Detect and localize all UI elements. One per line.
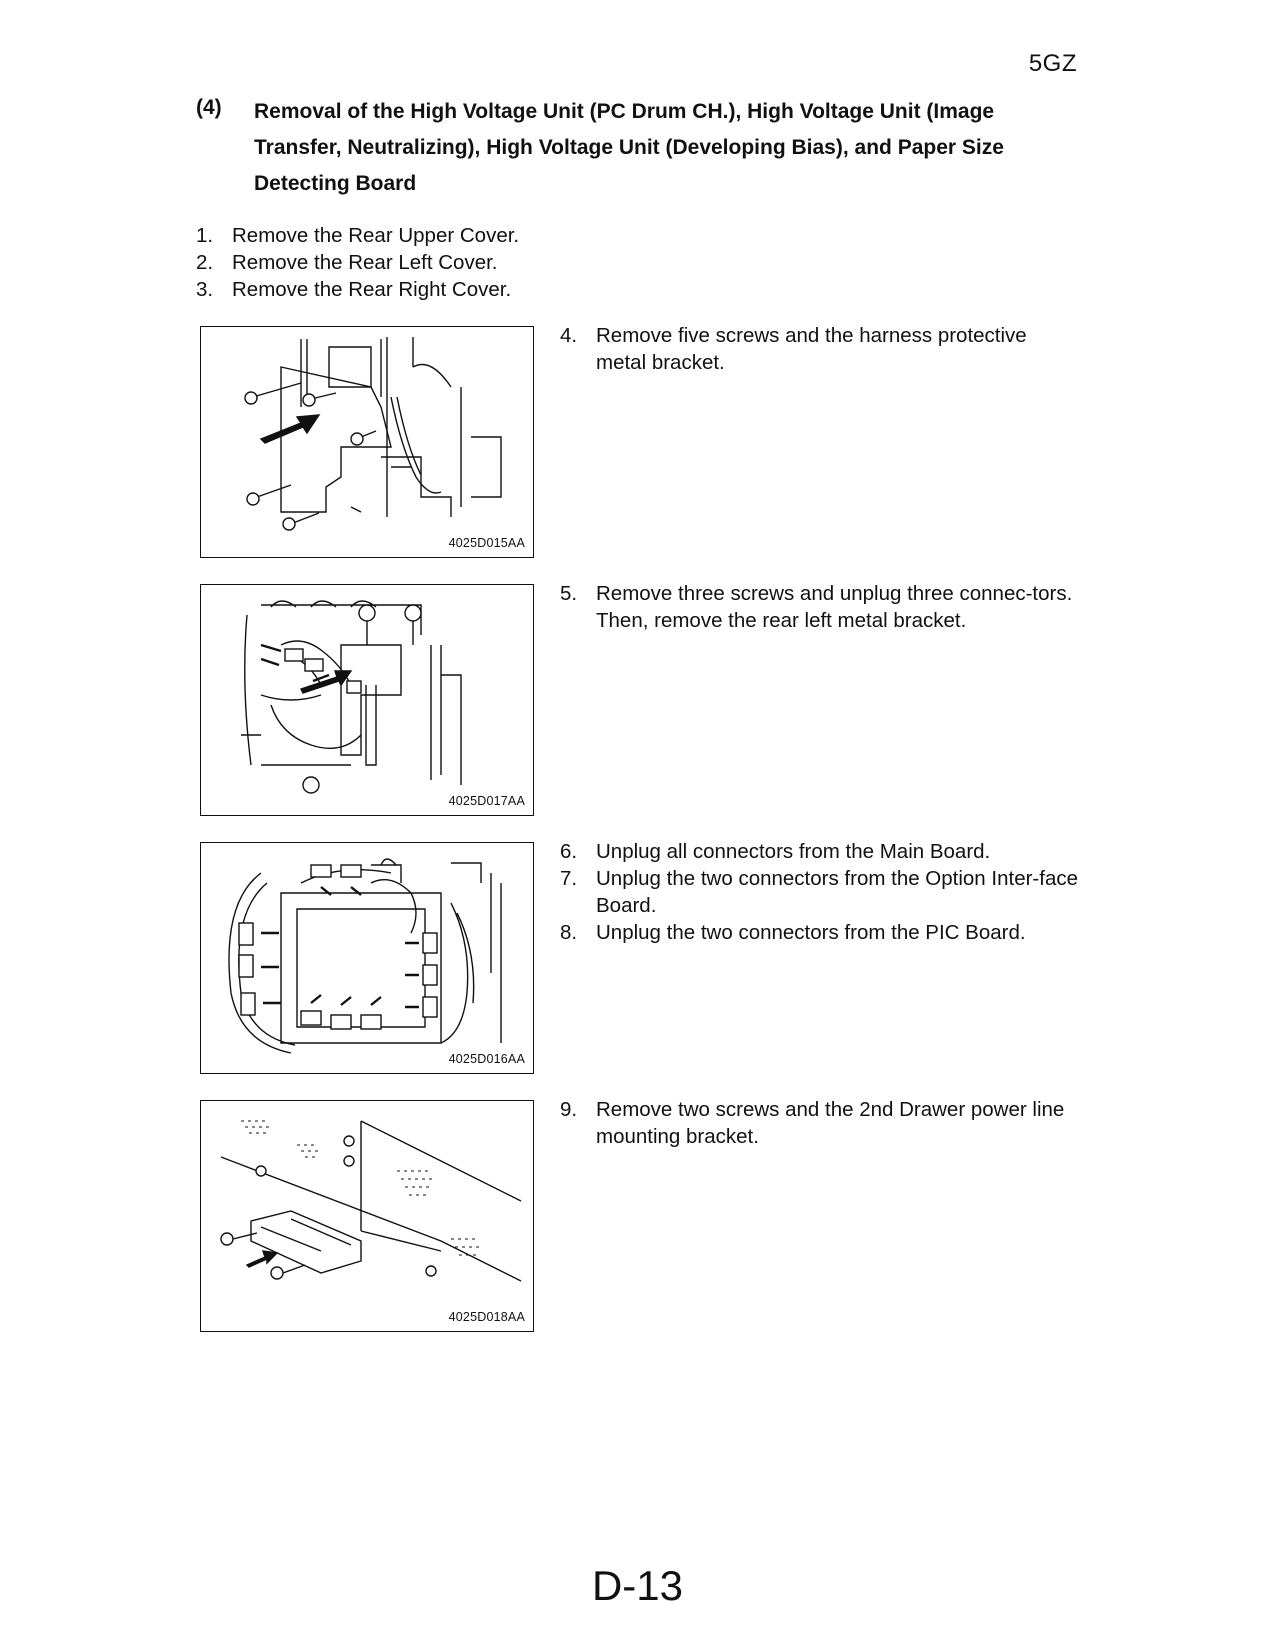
list-item: 9. Remove two screws and the 2nd Drawer power line mounting bracket. xyxy=(560,1098,1065,1148)
illustration xyxy=(201,327,535,559)
list-item: 4. Remove five screws and the harness protective metal bracket. xyxy=(560,324,1027,374)
screw-icon xyxy=(245,392,363,530)
step-group-9 xyxy=(560,1096,1080,1150)
list-item: 6. Unplug all connectors from the Main Board. xyxy=(560,840,991,863)
list-item: 2. Remove the Rear Left Cover. xyxy=(196,251,498,274)
arrow-icon xyxy=(261,887,419,1007)
page-number: D-13 xyxy=(591,1562,684,1609)
section-title: Removal of the High Voltage Unit (PC Drum CH.), High Voltage Unit (Image Transfer, Neutralizing), High Voltage Unit (Developing Bias), and Paper Size Detecting Board xyxy=(254,100,1004,195)
intro-step-list xyxy=(196,222,519,303)
illustration xyxy=(201,585,535,817)
figure-code: 4025D015AA xyxy=(448,536,525,550)
list-item: 5. Remove three screws and unplug three connec-tors. Then, remove the rear left metal bracket. xyxy=(560,582,1073,632)
illustration xyxy=(201,1101,535,1333)
figure-rear-left-bracket xyxy=(200,584,534,816)
step-group-5 xyxy=(560,580,1080,634)
vent-holes-icon xyxy=(241,1121,479,1255)
model-code: 5GZ xyxy=(1028,50,1077,77)
figure-harness-bracket xyxy=(200,326,534,558)
illustration xyxy=(201,843,535,1075)
screw-icon xyxy=(221,1136,436,1279)
step-group-4 xyxy=(560,322,1080,376)
list-item: 3. Remove the Rear Right Cover. xyxy=(196,278,512,301)
step-group-6-8 xyxy=(560,838,1080,946)
figure-code: 4025D018AA xyxy=(448,1310,525,1324)
figure-main-board xyxy=(200,842,534,1074)
figure-code: 4025D016AA xyxy=(448,1052,525,1066)
list-item: 8. Unplug the two connectors from the PIC Board. xyxy=(560,921,1026,944)
list-item: 1. Remove the Rear Upper Cover. xyxy=(196,224,520,247)
figure-code: 4025D017AA xyxy=(448,794,525,808)
list-item: 7. Unplug the two connectors from the Option Inter-face Board. xyxy=(560,867,1079,917)
figure-drawer-bracket xyxy=(200,1100,534,1332)
section-number: (4) xyxy=(196,96,222,119)
